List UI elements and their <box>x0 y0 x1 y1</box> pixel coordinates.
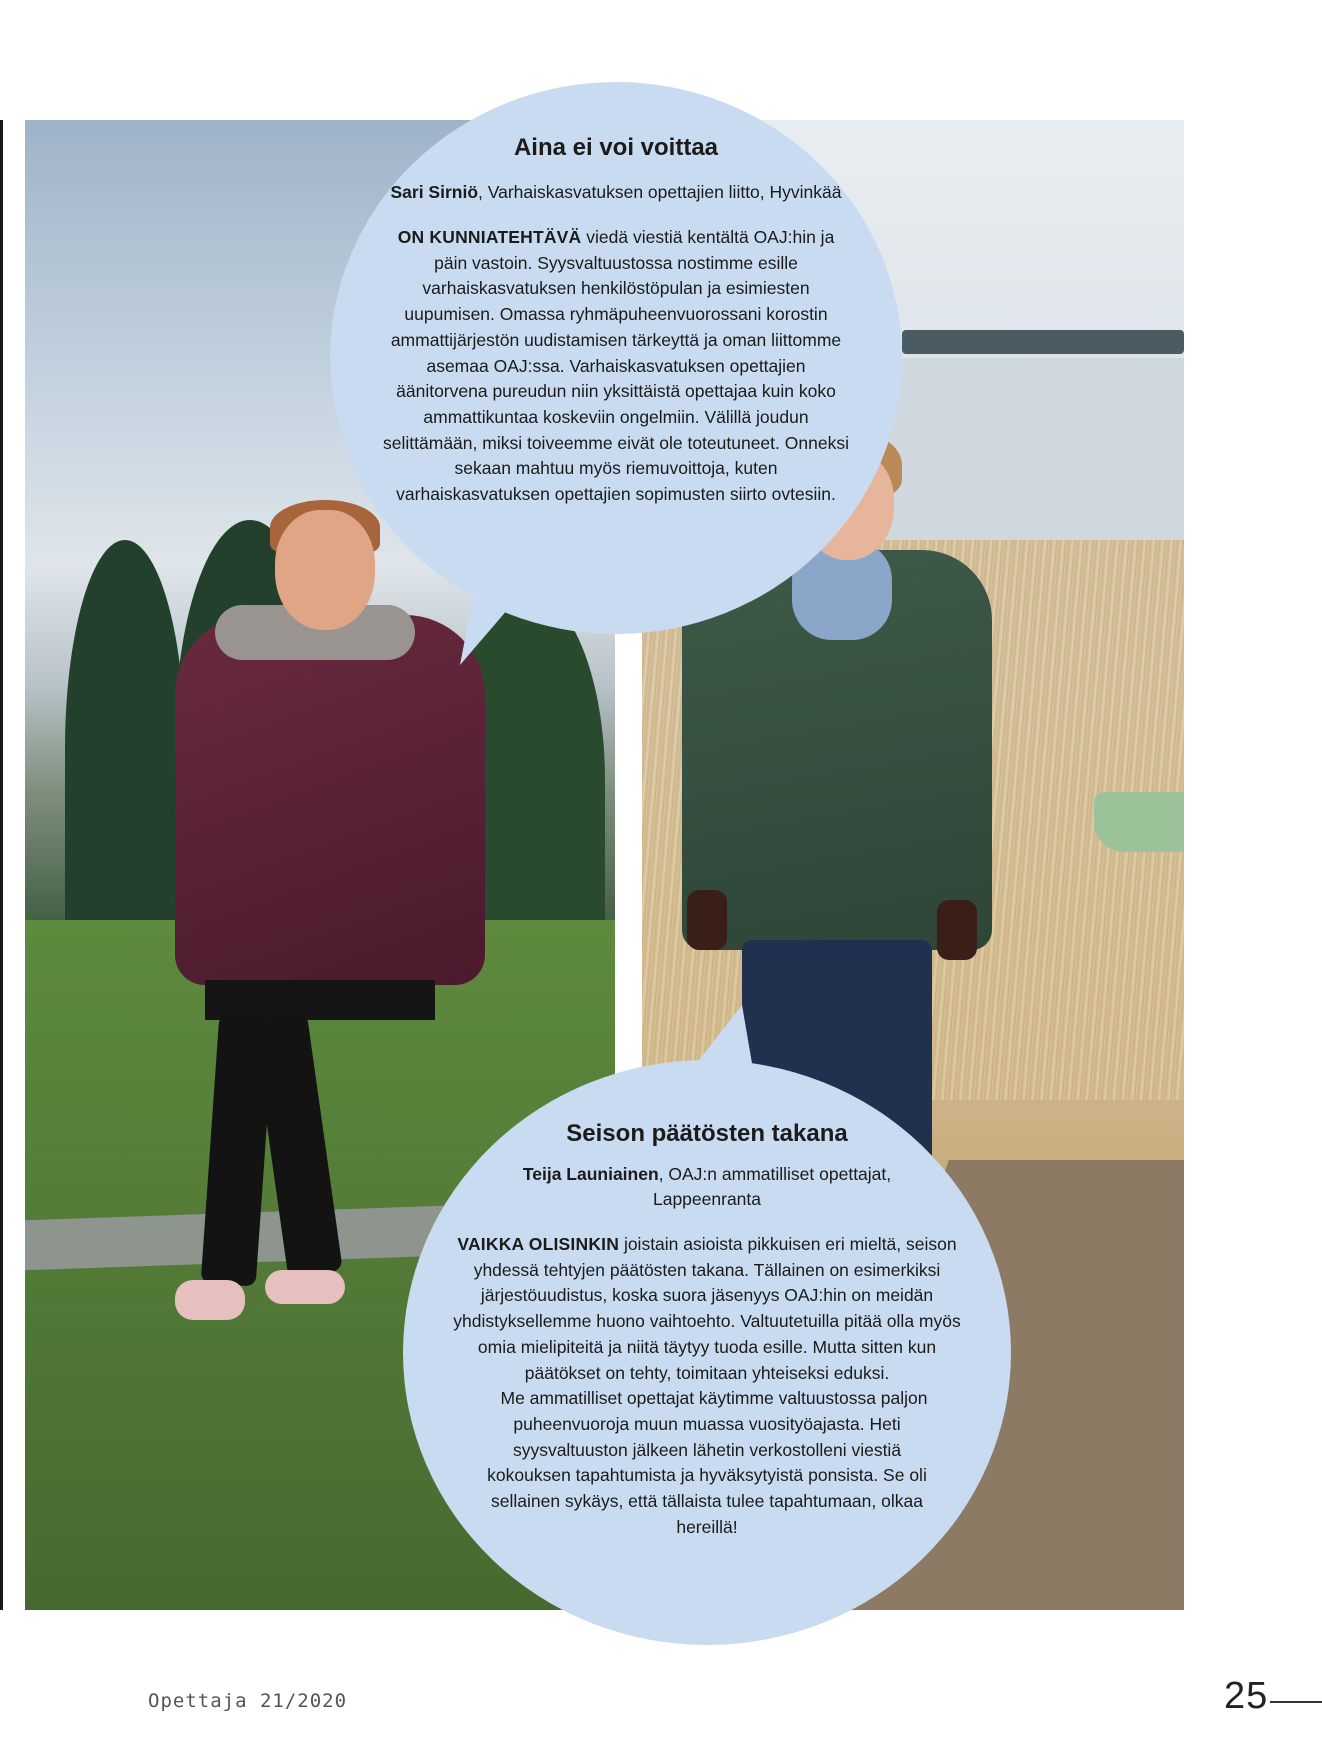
author-name: Sari Sirniö <box>390 182 479 202</box>
bubble-author <box>388 180 844 205</box>
bubble-author <box>469 1162 945 1212</box>
face <box>275 510 375 630</box>
far-treeline <box>902 330 1184 354</box>
page-edge-rule <box>0 120 3 1610</box>
lead-in: ON KUNNIATEHTÄVÄ <box>397 227 582 247</box>
author-affiliation: , Varhaiskasvatuksen opettajien liitto, Hyvinkää <box>478 182 842 202</box>
bubble-body <box>439 1232 975 1386</box>
speech-bubble-teija <box>403 1060 1011 1645</box>
purple-coat <box>175 615 485 985</box>
tree <box>65 540 185 960</box>
bubble-body <box>380 225 852 508</box>
body-text: viedä viestiä kentältä OAJ:hin ja päin vastoin. Syysvaltuustossa nostimme esille varhaiskasvatuksen henkilöstöpulan ja esimiesten uupumisen. Omassa ryhmäpuheenvuorossani korostin ammattijärjestön uudistamisen tärkeyttä ja oman liittomme asemaa OAJ:ssa. Varhaiskasvatuksen opettajien äänitorvena pureudun niin yksittäistä opettajaa kuin koko ammattikuntaa koskeviin ongelmiin. Välillä joudun selittämään, miksi toiveemme eivät ole toteutuneet. Onneksi sekaan mahtuu myös riemuvoittoja, kuten varhaiskasvatuksen opettajien sopimusten siirto ovtesiin. <box>383 227 849 505</box>
author-affiliation: , OAJ:n ammatilliset opettajat, Lappeenranta <box>652 1164 892 1209</box>
bubble-body-paragraph-2: Me ammatilliset opettajat käytimme valtuustossa paljon puheenvuoroja muun muassa vuosityöajasta. Heti syysvaltuuston jälkeen lähetin verkostolleni viestiä kokouksen tapahtumista ja hyväksytyistä ponsista. Se oli sellainen sykäys, että tällaista tulee tapahtumaan, olkaa hereillä! <box>487 1388 928 1537</box>
bubble-title: Seison päätösten takana <box>566 1120 848 1147</box>
body-text: joistain asioista pikkuisen eri mieltä, seison yhdessä tehtyjen päätösten takana. Tällainen on esimerkiksi järjestöuudistus, koska suora jäsenyys OAJ:hin on meidän yhdistyksellemme huono vaihtoehto. Valtuutetuilla pitää olla myös omia mielipiteitä ja niitä täytyy tuoda esille. Mutta sitten kun päätökset on tehty, toimitaan yhteiseksi eduksi. <box>453 1234 961 1383</box>
shoe <box>175 1280 245 1320</box>
glove <box>937 900 977 960</box>
page-number: 25 <box>1224 1675 1269 1717</box>
shoe <box>265 1270 345 1304</box>
glove <box>687 890 727 950</box>
magazine-issue: Opettaja 21/2020 <box>148 1690 348 1712</box>
bubble-title: Aina ei voi voittaa <box>513 134 719 161</box>
green-boat <box>1094 792 1184 852</box>
lead-in: VAIKKA OLISINKIN <box>457 1234 620 1254</box>
speech-bubble-sari <box>330 82 902 634</box>
author-name: Teija Launiainen <box>522 1164 659 1184</box>
page-number-rule <box>1270 1701 1322 1703</box>
